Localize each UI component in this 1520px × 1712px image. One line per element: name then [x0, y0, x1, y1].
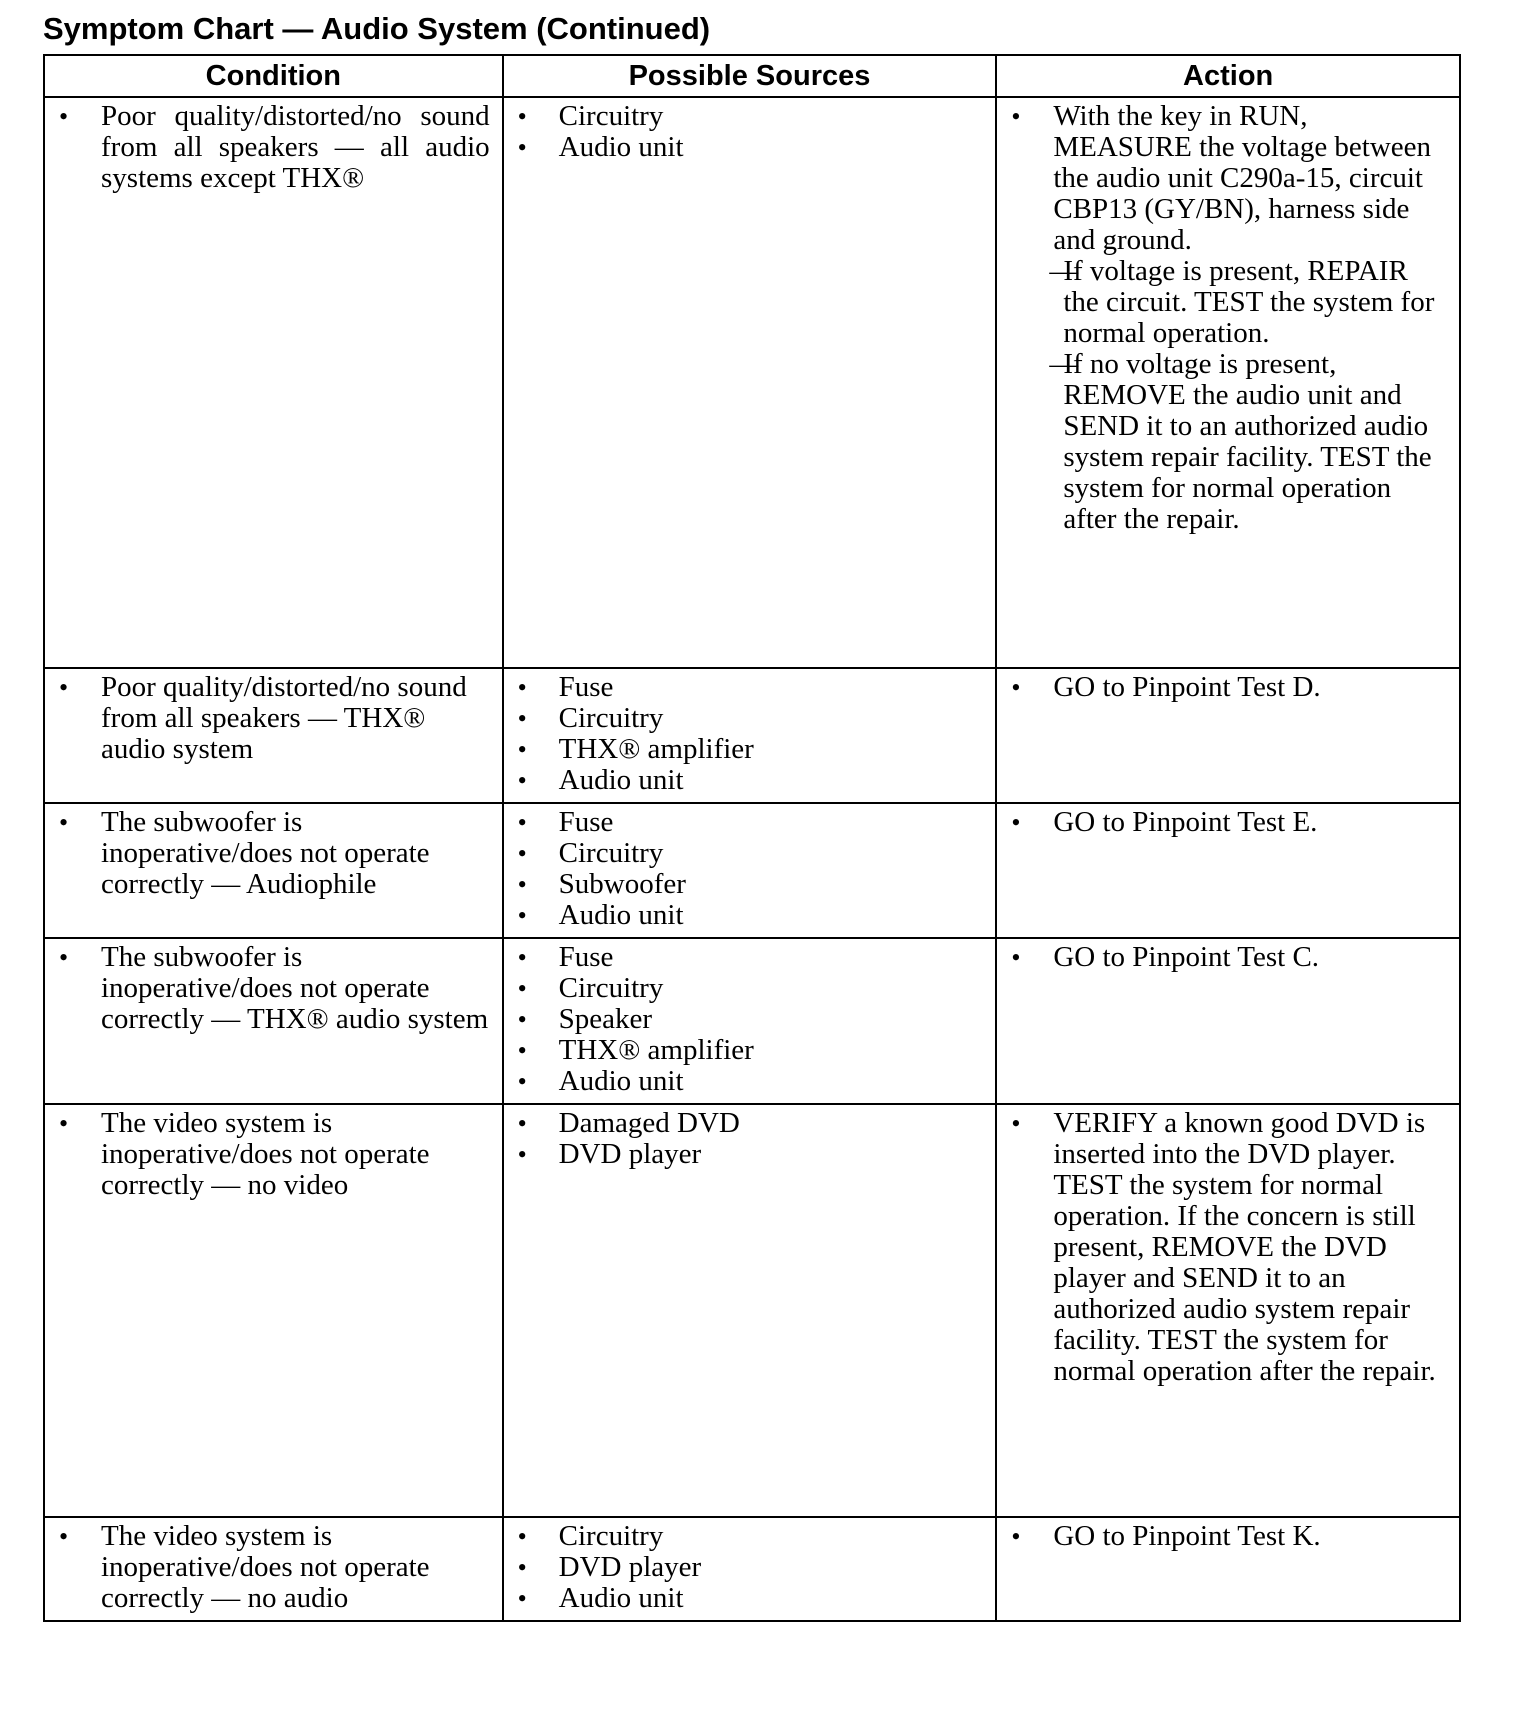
source-item: • Circuitry: [504, 838, 996, 869]
source-item: • Fuse: [504, 672, 996, 703]
source-item: • Audio unit: [504, 1066, 996, 1097]
source-item: • THX® amplifier: [504, 734, 996, 765]
source-item: • THX® amplifier: [504, 1035, 996, 1066]
table-header-row: [44, 55, 1460, 97]
table-row: [44, 1517, 1460, 1621]
action-cell: [996, 1104, 1460, 1517]
source-item: • Circuitry: [504, 1521, 996, 1552]
action-cell: [996, 97, 1460, 668]
source-item: • Audio unit: [504, 132, 996, 163]
source-item: • Fuse: [504, 942, 996, 973]
page-title: Symptom Chart — Audio System (Continued): [43, 11, 711, 46]
table-row: [44, 938, 1460, 1104]
action-text: • GO to Pinpoint Test D.: [997, 672, 1459, 703]
action-text: • GO to Pinpoint Test K.: [997, 1521, 1459, 1552]
action-subitem: — If no voltage is present, REMOVE the audio unit and SEND it to an authorized audio system repair facility. TEST the system for normal operation after the repair.: [997, 349, 1447, 535]
table-row: [44, 1104, 1460, 1517]
action-cell: [996, 668, 1460, 803]
condition-cell: [44, 803, 503, 938]
action-text: • VERIFY a known good DVD is inserted into the DVD player. TEST the system for normal operation. If the concern is still present, REMOVE the DVD player and SEND it to an authorized audio system repair facility. TEST the system for normal operation after the repair.: [997, 1108, 1459, 1387]
column-header-action: Action: [996, 55, 1460, 97]
column-header-possible-sources: Possible Sources: [503, 55, 997, 97]
source-item: • DVD player: [504, 1552, 996, 1583]
source-item: • DVD player: [504, 1139, 996, 1170]
condition-text: • The video system is inoperative/does not operate correctly — no video: [45, 1108, 502, 1201]
source-item: • Damaged DVD: [504, 1108, 996, 1139]
sources-cell: [503, 938, 997, 1104]
table-row: [44, 97, 1460, 668]
sources-cell: [503, 1104, 997, 1517]
action-cell: [996, 803, 1460, 938]
condition-cell: [44, 1517, 503, 1621]
condition-text: • The subwoofer is inoperative/does not operate correctly — Audiophile: [45, 807, 502, 900]
source-item: • Circuitry: [504, 101, 996, 132]
condition-cell: [44, 97, 503, 668]
source-item: • Circuitry: [504, 703, 996, 734]
condition-text: • The video system is inoperative/does not operate correctly — no audio: [45, 1521, 502, 1614]
action-text: • GO to Pinpoint Test C.: [997, 942, 1459, 973]
sources-cell: [503, 97, 997, 668]
column-header-condition: Condition: [44, 55, 503, 97]
symptom-chart-table: [43, 54, 1461, 1622]
source-item: • Audio unit: [504, 900, 996, 931]
action-item: [997, 101, 1459, 535]
condition-text: • The subwoofer is inoperative/does not operate correctly — THX® audio system: [45, 942, 502, 1035]
condition-cell: [44, 1104, 503, 1517]
sources-cell: [503, 1517, 997, 1621]
action-subitem: — If voltage is present, REPAIR the circuit. TEST the system for normal operation.: [997, 256, 1447, 349]
action-cell: [996, 1517, 1460, 1621]
action-text: With the key in RUN, MEASURE the voltage between the audio unit C290a-15, circuit CBP13 (GY/BN), harness side and ground.: [1053, 100, 1432, 256]
sources-cell: [503, 668, 997, 803]
sources-cell: [503, 803, 997, 938]
table-row: [44, 668, 1460, 803]
source-item: • Circuitry: [504, 973, 996, 1004]
condition-cell: [44, 668, 503, 803]
condition-cell: [44, 938, 503, 1104]
table-row: [44, 803, 1460, 938]
action-cell: [996, 938, 1460, 1104]
source-item: • Audio unit: [504, 765, 996, 796]
condition-text: • Poor quality/distorted/no sound from all speakers — all audio systems except THX®: [45, 101, 502, 194]
action-text: • GO to Pinpoint Test E.: [997, 807, 1459, 838]
source-item: • Speaker: [504, 1004, 996, 1035]
source-item: • Fuse: [504, 807, 996, 838]
source-item: • Audio unit: [504, 1583, 996, 1614]
condition-text: • Poor quality/distorted/no sound from all speakers — THX® audio system: [45, 672, 502, 765]
source-item: • Subwoofer: [504, 869, 996, 900]
